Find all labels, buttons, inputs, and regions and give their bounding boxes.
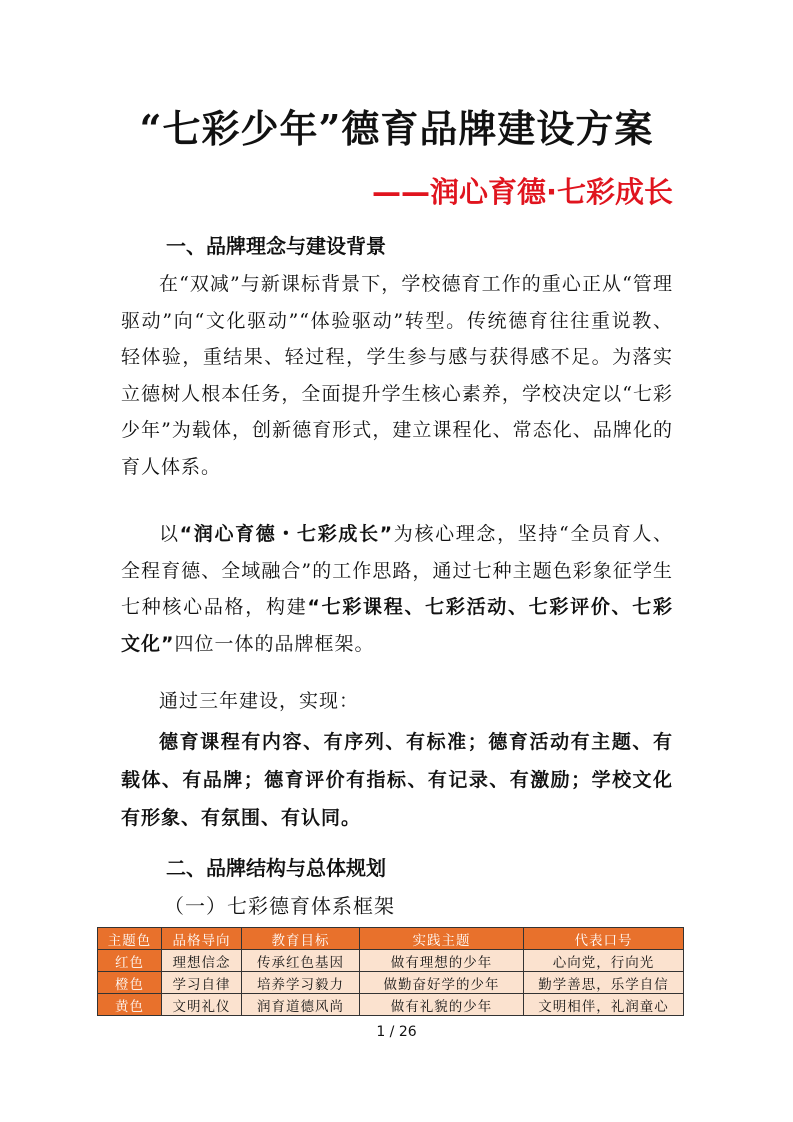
table-cell: 做勤奋好学的少年: [360, 972, 524, 994]
table-cell: 橙色: [98, 972, 162, 994]
table-cell: 做有礼貌的少年: [360, 994, 524, 1016]
table-cell: 勤学善思，乐学自信: [524, 972, 684, 994]
table-cell: 做有理想的少年: [360, 950, 524, 972]
section-1-paragraph-1: 在“双减”与新课标背景下，学校德育工作的重心正从“管理驱动”向“文化驱动”“体验驱动”转型。传统德育往往重说教、轻体验，重结果、轻过程，学生参与感与获得感不足。为落实立德树人根本任务，全面提升学生核心素养，学校决定以“七彩少年”为载体，创新德育形式，建立课程化、常态化、品牌化的育人体系。: [121, 273, 673, 478]
table-cell: 文明礼仪: [162, 994, 242, 1016]
table-cell: 红色: [98, 950, 162, 972]
page-number: 1 / 26: [376, 1024, 417, 1040]
section-1-goals: 德育课程有内容、有序列、有标准；德育活动有主题、有载体、有品牌；德育评价有指标、有记录、有激励；学校文化有形象、有氛围、有认同。: [121, 731, 673, 829]
p2-framework: “七彩课程、七彩活动、七彩评价、七彩文化”: [121, 596, 673, 655]
table-header-cell: 教育目标: [242, 928, 360, 950]
p2-text-e: 四位一体的品牌框架。: [174, 632, 375, 655]
section-1-heading: 一、品牌理念与建设背景: [166, 234, 386, 258]
table-cell: 黄色: [98, 994, 162, 1016]
table-cell: 培养学习毅力: [242, 972, 360, 994]
table-cell: 学习自律: [162, 972, 242, 994]
table-cell: 理想信念: [162, 950, 242, 972]
document-title: “七彩少年”德育品牌建设方案: [139, 106, 654, 151]
table-header-cell: 品格导向: [162, 928, 242, 950]
p2-core-concept: “润心育德・七彩成长”: [179, 523, 394, 545]
table-row: [98, 950, 684, 972]
table-cell: 润育道德风尚: [242, 994, 360, 1016]
section-1-paragraph-3: 通过三年建设，实现：: [159, 690, 360, 712]
table-header-row: [98, 928, 684, 950]
framework-table: [97, 927, 684, 1016]
p2-text-c: 为核心理念，坚持“全员育人、全程育德、全域融合”的工作思路，通过七种主题色彩象征学生七种核心品格，构建: [121, 523, 673, 618]
document-subtitle: ——润心育德·七彩成长: [371, 175, 673, 209]
table-header-cell: 代表口号: [524, 928, 684, 950]
section-2-heading: 二、品牌结构与总体规划: [166, 856, 386, 880]
section-1-paragraph-2: [121, 516, 673, 662]
table-cell: 心向党，行向光: [524, 950, 684, 972]
table-header-cell: 实践主题: [360, 928, 524, 950]
table-row: [98, 972, 684, 994]
section-2-subheading: （一）七彩德育体系框架: [164, 894, 395, 918]
table-header-cell: 主题色: [98, 928, 162, 950]
table-cell: 文明相伴，礼润童心: [524, 994, 684, 1016]
table-row: [98, 994, 684, 1016]
table-cell: 传承红色基因: [242, 950, 360, 972]
p2-text-a: 以: [159, 523, 180, 545]
